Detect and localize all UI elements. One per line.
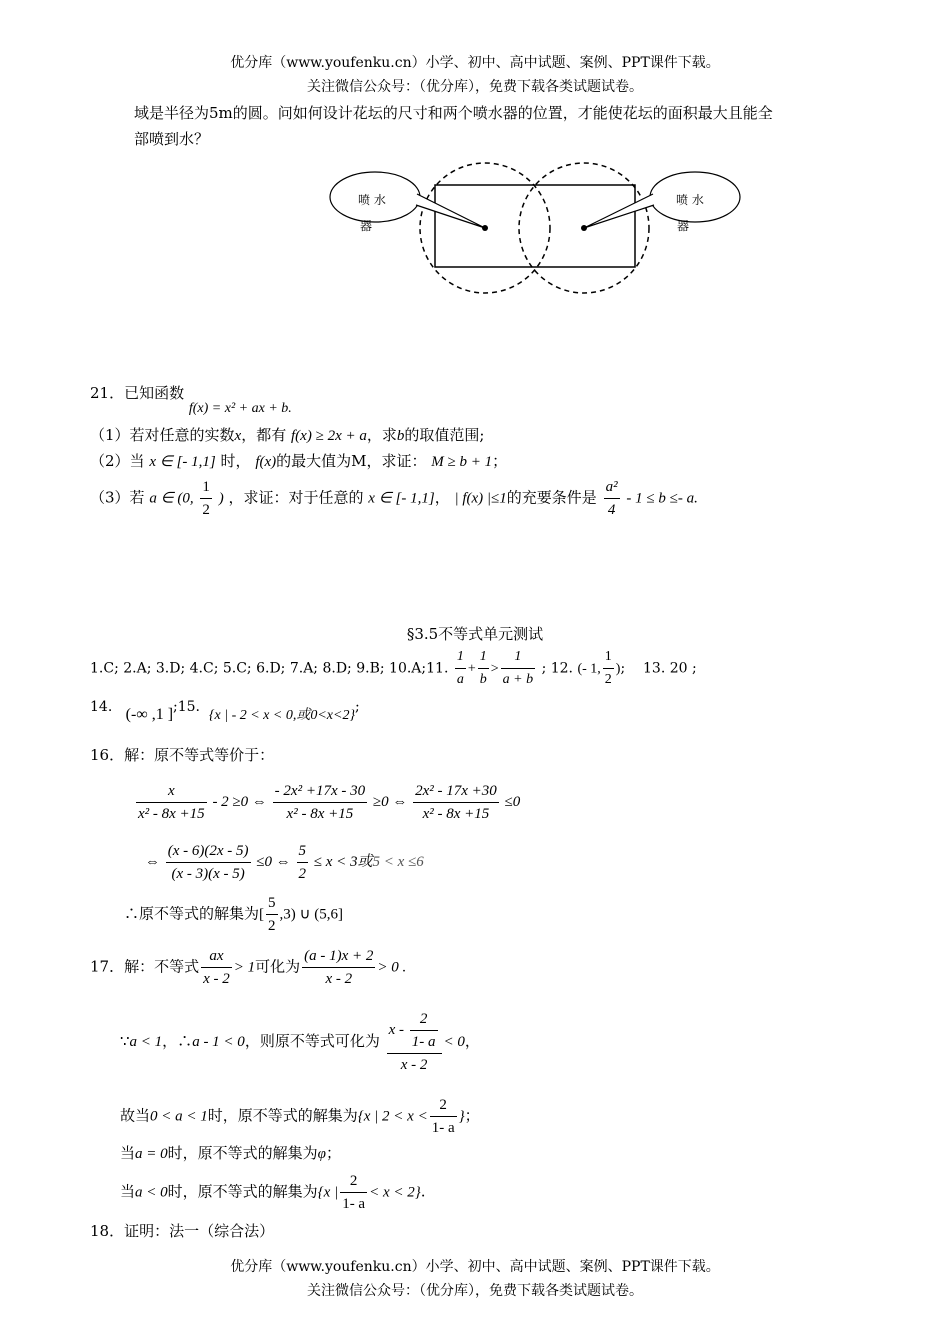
right-callout-pointer: [584, 194, 654, 228]
problem20-text-2: 部喷到水？: [134, 130, 210, 148]
solution17-line-3: 故当0 < a < 1时，原不等式的解集为{x | 2 < x < $\frac{2}{1- a}$ }；: [120, 1094, 480, 1139]
problem21-label: 21．已知函数: [90, 384, 185, 402]
header-line-1: 优分库（www.youfenku.cn）小学、初中、高中试题、案例、PPT课件下载。: [230, 55, 720, 71]
footer-line-2: 关注微信公众号：（优分库），免费下载各类试题试卷。: [307, 1283, 643, 1299]
solution16-row-1: $\frac{x}{\text{x² - 8x +15}}$ - 2 ≥0 ⇔ $\frac{\text{- 2x² +17x - 30}}{\text{x² - 8x +15}}$ ≥0 ⇔ $\frac{\text{2x² - 17x +30}}{\text{x² - 8x +15}}$ ≤0: [134, 780, 520, 825]
right-callout-label-b: 器: [677, 219, 690, 233]
left-callout-label-a: 喷 水: [358, 193, 386, 207]
flowerbed-rectangle: [435, 185, 635, 267]
sprinkler-diagram: [320, 160, 750, 305]
problem21-part-2: （2）当 x ∈ [- 1,1] 时， f(x)的最大值为M，求证： M ≥ b + 1；: [90, 452, 508, 470]
solution18-title: 18．证明：法一（综合法）: [90, 1222, 275, 1240]
solution17-line-4: 当a = 0时，原不等式的解集为φ；: [120, 1144, 341, 1162]
right-callout-label-a: 喷 水: [676, 193, 704, 207]
problem21-part-1: （1）若对任意的实数x，都有 f(x) ≥ 2x + a，求b的取值范围;: [90, 426, 485, 444]
fraction-a-squared-over-4: $\frac{\text{a²}}{4}$: [604, 476, 620, 521]
fraction-half: $\frac{1}{2}$: [200, 476, 212, 521]
solution17-line-5: 当a < 0时，原不等式的解集为{x | $\frac{2}{1- a}$ < x < 2}.: [120, 1170, 426, 1215]
problem21-intro: [90, 382, 292, 416]
problem21-part-3: （3）若 a ∈ (0, $\frac{1}{2}$ ) ，求证：对于任意的 x ∈ [- 1,1]， | f(x) |≤1的充要条件是 $\frac{\text{a²}}{4}$ - 1 ≤ b ≤- a.: [90, 476, 698, 521]
answers-line-1: 1.C; 2.A; 3.D; 4.C; 5.C; 6.D; 7.A; 8.D; 9.B; 10.A;11. $\frac{1}{a}$ + $\frac{1}{b}$ > $\frac{1}{a + b}$ ; 12. (- 1, $\frac{1}{2}$ ); 13. 20 ;: [90, 646, 697, 691]
solution16-row-2: ⇔ $\frac{(x - 6)(2x - 5)}{(x - 3)(x - 5)}$ ≤0 ⇔ $\frac{5}{2}$ ≤ x < 3或5 < x ≤6: [145, 840, 424, 885]
header-line-2: 关注微信公众号：（优分库），免费下载各类试题试卷。: [307, 79, 643, 95]
solution16-row-3: ∴原不等式的解集为[ $\frac{5}{2}$ ,3) ∪ (5,6]: [124, 892, 343, 937]
solution16-title: 16．解：原不等式等价于：: [90, 746, 275, 764]
section-title: §3.5不等式单元测试: [406, 625, 544, 643]
left-callout-label-b: 器: [360, 219, 373, 233]
problem21-function: f(x) = x² + ax + b.: [188, 401, 292, 416]
left-callout-pointer: [416, 194, 485, 228]
solution17-line-1: 17．解：不等式 $\frac{ax}{x - 2}$ > 1可化为 $\frac{(a - 1)x + 2}{x - 2}$ > 0 .: [90, 945, 406, 990]
problem20-text-1: 域是半径为5m的圆。问如何设计花坛的尺寸和两个喷水器的位置，才能使花坛的面积最大且能全: [134, 104, 773, 122]
compound-fraction: x - $\frac{2}{1- a}$ x - 2: [387, 1008, 442, 1076]
footer-line-1: 优分库（www.youfenku.cn）小学、初中、高中试题、案例、PPT课件下载。: [230, 1259, 720, 1275]
answers-line-2: 14. (-∞ ,1 ];15. {x | - 2 < x < 0,或0<x<2};: [90, 699, 360, 723]
solution17-line-2: ∵a < 1，∴a - 1 < 0，则原不等式可化为 x - $\frac{2}{1- a}$ x - 2 < 0，: [120, 1008, 480, 1076]
